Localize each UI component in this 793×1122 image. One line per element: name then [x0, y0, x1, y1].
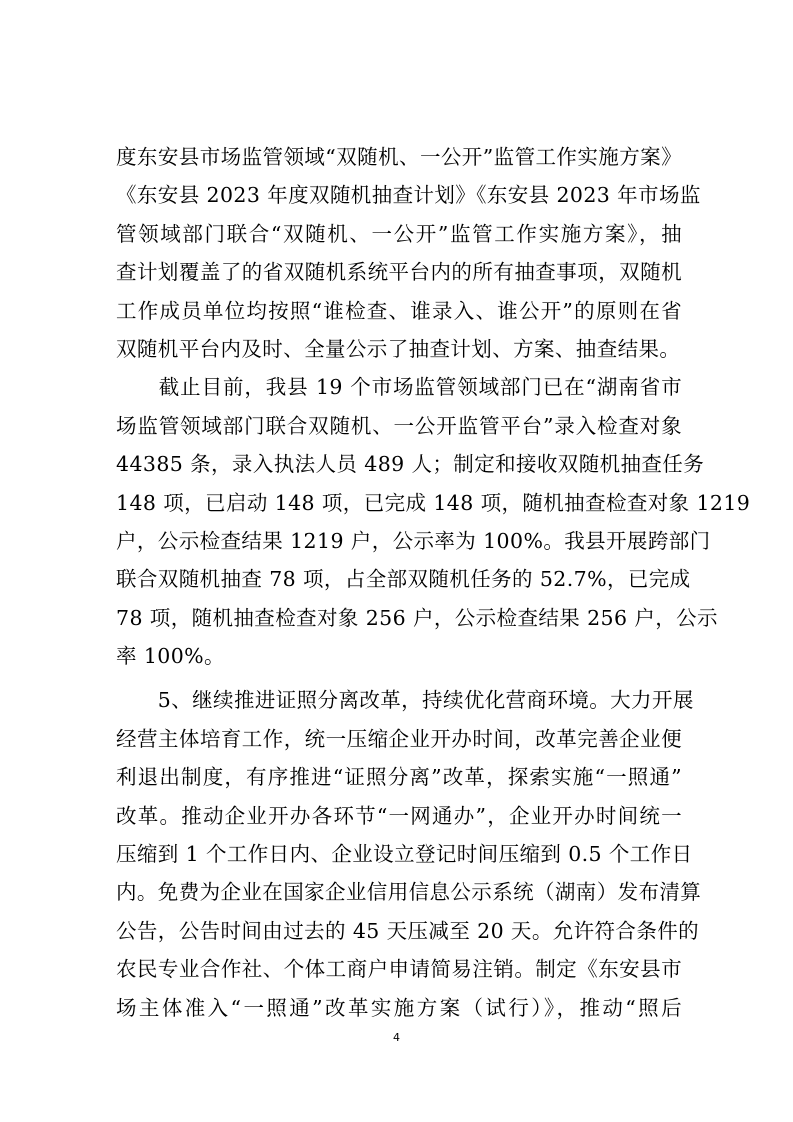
text-line: 148 项，已启动 148 项，已完成 148 项，随机抽查检查对象 1219: [116, 490, 751, 515]
text-line: 78 项，随机抽查检查对象 256 户，公示检查结果 256 户，公示: [116, 605, 718, 630]
paragraph: [116, 138, 701, 368]
text-line: 《东安县 2023 年度双随机抽查计划》《东安县 2023 年市场监: [116, 183, 701, 208]
body-text: [116, 138, 751, 1027]
text-line: 场主体准入“一照通”改革实施方案（试行）》，推动“照后: [116, 995, 682, 1020]
text-line: 双随机平台内及时、全量公示了抽查计划、方案、抽查结果。: [116, 336, 681, 361]
text-line: 工作成员单位均按照“谁检查、谁录入、谁公开”的原则在省: [116, 298, 682, 323]
text-line: 度东安县市场监管领域“双随机、一公开”监管工作实施方案》: [116, 145, 682, 169]
text-line: 截止目前，我县 19 个市场监管领域部门已在“湖南省市: [116, 375, 682, 400]
text-line: 经营主体培育工作，统一压缩企业开办时间，改革完善企业便: [116, 726, 682, 751]
text-line: 44385 条，录入执法人员 489 人；制定和接收双随机抽查任务: [116, 452, 705, 477]
text-line: 管领域部门联合“双随机、一公开”监管工作实施方案》，抽: [116, 221, 682, 246]
text-line: 利退出制度，有序推进“证照分离”改革，探索实施“一照通”: [116, 765, 682, 790]
text-line: 公告，公告时间由过去的 45 天压减至 20 天。允许符合条件的: [116, 918, 700, 943]
paragraph: [116, 681, 702, 1027]
paragraph: [116, 368, 751, 675]
text-line: 改革。推动企业开办各环节“一网通办”，企业开办时间统一: [116, 803, 682, 828]
text-line: 压缩到 1 个工作日内、企业设立登记时间压缩到 0.5 个工作日: [116, 842, 693, 867]
text-line: 查计划覆盖了的省双随机系统平台内的所有抽查事项，双随机: [116, 260, 682, 285]
text-line: 5、继续推进证照分离改革，持续优化营商环境。大力开展: [116, 688, 694, 713]
text-line: 农民专业合作社、个体工商户申请简易注销。制定《东安县市: [116, 957, 682, 982]
text-line: 内。免费为企业在国家企业信用信息公示系统（湖南）发布清算: [116, 880, 702, 905]
text-line: 率 100%。: [116, 644, 225, 669]
page-number: 4: [393, 1031, 400, 1044]
text-line: 场监管领域部门联合双随机、一公开监管平台”录入检查对象: [116, 413, 682, 438]
text-line: 联合双随机抽查 78 项，占全部双随机任务的 52.7%，已完成: [116, 567, 691, 592]
text-line: 户，公示检查结果 1219 户，公示率为 100%。我县开展跨部门: [116, 528, 711, 553]
